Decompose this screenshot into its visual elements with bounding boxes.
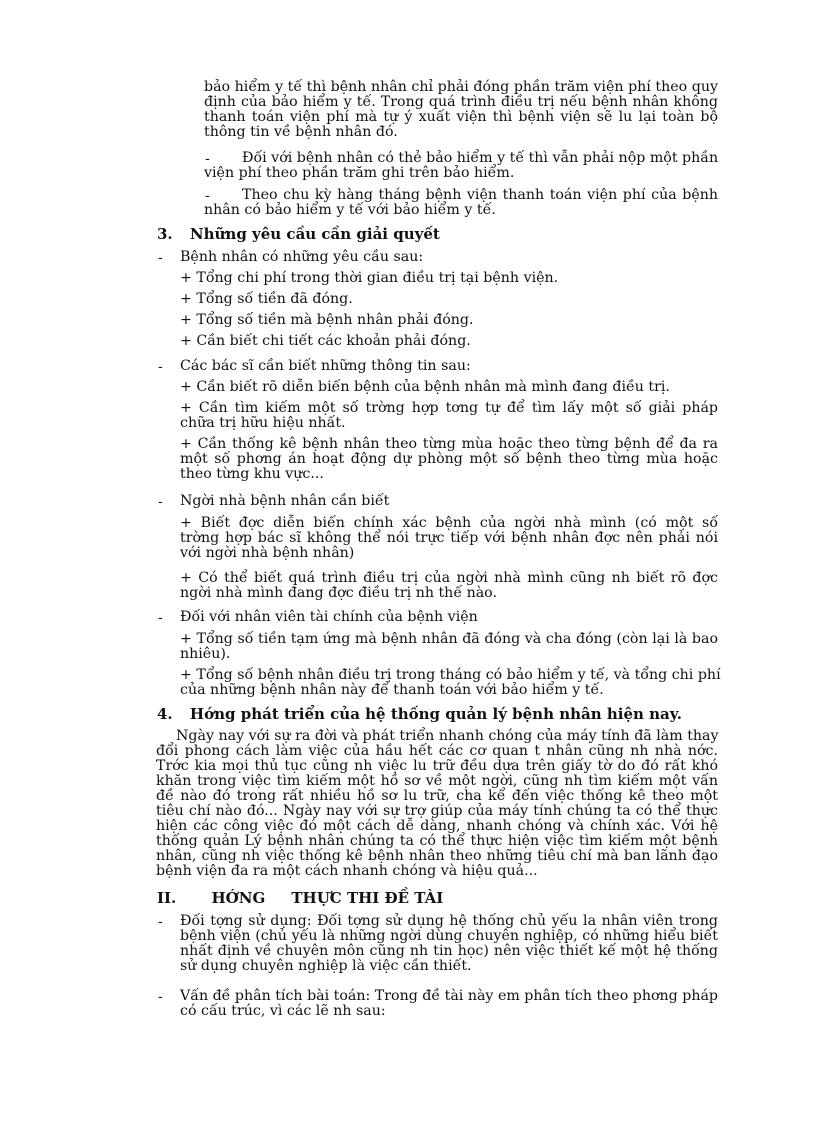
list-item (180, 571, 718, 601)
section-II-heading (157, 890, 443, 906)
text-line: với ngời nhà bệnh nhân) (180, 545, 355, 561)
text-line: viện phí theo phần trăm ghi trên bảo hiểm. (204, 165, 515, 181)
text-line: thống quản Lý bệnh nhân chúng ta có thể thực hiện việc tìm kiếm một bệnh (156, 833, 718, 849)
text-line: chữa trị hữu hiệu nhất. (180, 415, 346, 431)
list-item (180, 632, 718, 662)
text-line: Bệnh nhân có những yêu cầu sau: (180, 249, 424, 265)
list-item (180, 437, 718, 482)
text-line: Ngời nhà bệnh nhân cần biết (180, 493, 390, 509)
text-line: nhiêu). (180, 646, 231, 662)
text-line: Đối với bệnh nhân có thẻ bảo hiểm y tế thì vẫn phải nộp một phần (242, 150, 719, 166)
text-line: nhân, cũng nh việc thống kê bệnh nhân theo những tiêu chí mà ban lãnh đạo (156, 848, 718, 864)
list-item (180, 334, 718, 349)
text-line: thông tin về bệnh nhân đó. (204, 124, 398, 140)
text-line: + Tổng số bệnh nhân điều trị trong tháng có bảo hiểm y tế, và tổng chi phí (180, 667, 721, 683)
text-line: Các bác sĩ cần biết những thông tin sau: (180, 358, 471, 374)
group-heading (180, 610, 718, 625)
section-3-heading (157, 226, 440, 242)
dash-marker: - (158, 610, 163, 626)
text-line: + Tổng số tiền tạm ứng mà bệnh nhân đã đóng và cha đóng (còn lại là bao (180, 631, 718, 647)
group-heading (180, 359, 718, 374)
text-line: có cấu trúc, vì các lẽ nh sau: (180, 1003, 386, 1019)
list-item (204, 188, 718, 218)
list-item (180, 271, 718, 286)
text-line: thanh toán viện phí mà tự ý xuất viện thì bệnh viện sẽ lu lại toàn bộ (204, 109, 718, 125)
text-line: của những bệnh nhân này để thanh toán với bảo hiểm y tế. (180, 682, 604, 698)
dash-marker: - (158, 494, 163, 510)
section-title: HỚNG THỰC THI ĐỀ TÀI (211, 889, 444, 907)
text-line: + Cần biết chi tiết các khoản phải đóng. (180, 333, 471, 349)
text-line: hiện các công việc đó một cách dễ dàng, nhanh chóng và chính xác. Với hệ (156, 818, 718, 834)
text-line: + Tổng chi phí trong thời gian điều trị tại bệnh viện. (180, 270, 559, 286)
text-line: + Cần biết rõ diễn biến bệnh của bệnh nhân mà mình đang điều trị. (180, 379, 670, 395)
list-item (180, 292, 718, 307)
text-line: khăn trong việc tìm kiếm một hồ sơ về một ngời, cũng nh tìm kiếm một vấn (156, 773, 718, 789)
text-line: + Có thể biết quá trình điều trị của ngời nhà mình cũng nh biết rõ đợc (180, 570, 718, 586)
group-heading (180, 494, 718, 509)
dash-marker: - (158, 989, 163, 1005)
text-line: + Biết đợc diễn biến chính xác bệnh của ngời nhà mình (có một số (180, 515, 718, 531)
text-line: + Cần thống kê bệnh nhân theo từng mùa hoặc theo từng bệnh để đa ra (180, 436, 718, 452)
list-item (180, 401, 718, 431)
text-line: Đối tợng sử dụng: Đối tợng sử dụng hệ thống chủ yếu la nhân viên trong (180, 913, 718, 929)
text-line: Đối với nhân viên tài chính của bệnh viện (180, 609, 478, 625)
list-item (180, 667, 721, 698)
text-line: bệnh viện đa ra một cách nhanh chóng và hiệu quả... (156, 863, 538, 879)
section-number: 4. (157, 705, 173, 723)
text-line: đổi phong cách làm việc của hầu hết các cơ quan t nhân cũng nh nhà nớc. (156, 743, 718, 759)
text-line: định của bảo hiểm y tế. Trong quá trình điều trị nếu bệnh nhân không (204, 94, 718, 110)
dash-marker: - (205, 151, 210, 167)
text-line: + Tổng số tiền đã đóng. (180, 291, 353, 307)
text-line: bảo hiểm y tế thì bệnh nhân chỉ phải đóng phần trăm viện phí theo quy (204, 79, 718, 95)
text-line: theo từng khu vực... (180, 466, 324, 482)
text-line: bệnh viện (chủ yếu là những ngời dùng chuyên nghiệp, có những hiểu biết (180, 928, 718, 944)
list-item (180, 516, 718, 561)
text-line: trờng hợp bác sĩ không thể nói trực tiếp với bệnh nhân đợc nên phải nói (180, 530, 718, 546)
section-4-paragraph (156, 729, 718, 879)
text-line: + Cần tìm kiếm một số trờng hợp tơng tự để tìm lấy một số giải pháp (180, 400, 718, 416)
list-item (204, 151, 718, 181)
intro-paragraph (204, 80, 718, 140)
list-item (180, 380, 718, 395)
text-line: đề nào đó trong rất nhiều hồ sơ lu trữ, cha kể đến việc thống kê theo một (156, 788, 718, 804)
text-line: nhân có bảo hiểm y tế với bảo hiểm y tế. (204, 202, 496, 218)
text-line: Vấn đề phân tích bài toán: Trong đề tài này em phân tích theo phơng pháp (180, 988, 718, 1004)
list-item (180, 989, 718, 1019)
section-title: Những yêu cầu cần giải quyết (189, 225, 440, 243)
section-number: II. (157, 889, 177, 907)
text-line: một số phơng án hoạt động dự phòng một số bệnh theo từng mùa hoặc (180, 451, 718, 467)
dash-marker: - (158, 250, 163, 266)
text-line: tiêu chí nào đó... Ngày nay với sự trợ giúp của máy tính chúng ta có thể thực (156, 803, 718, 819)
section-4-heading (157, 706, 682, 722)
text-line: nhất định về chuyên môn cũng nh tin học) nên việc thiết kế một hệ thống (180, 943, 718, 959)
text-line: + Tổng số tiền mà bệnh nhân phải đóng. (180, 312, 474, 328)
section-title: Hớng phát triển của hệ thống quản lý bệnh nhân hiện nay. (189, 705, 682, 723)
dash-marker: - (158, 359, 163, 375)
group-heading (180, 250, 718, 265)
dash-marker: - (205, 188, 210, 204)
text-line: Theo chu kỳ hàng tháng bệnh viện thanh toán viện phí của bệnh (242, 187, 718, 203)
text-line: Ngày nay với sự ra đời và phát triển nhanh chóng của máy tính đã làm thay (176, 728, 719, 744)
text-line: Trớc kia mọi thủ tục cũng nh việc lu trữ đều dựa trên giấy tờ do đó rất khó (156, 758, 718, 774)
text-line: sử dụng chuyên nghiệp là việc cần thiết. (180, 958, 472, 974)
list-item (180, 914, 718, 974)
text-line: ngời nhà mình đang đợc điều trị nh thế nào. (180, 585, 497, 601)
dash-marker: - (158, 914, 163, 930)
list-item (180, 313, 718, 328)
section-number: 3. (157, 225, 173, 243)
